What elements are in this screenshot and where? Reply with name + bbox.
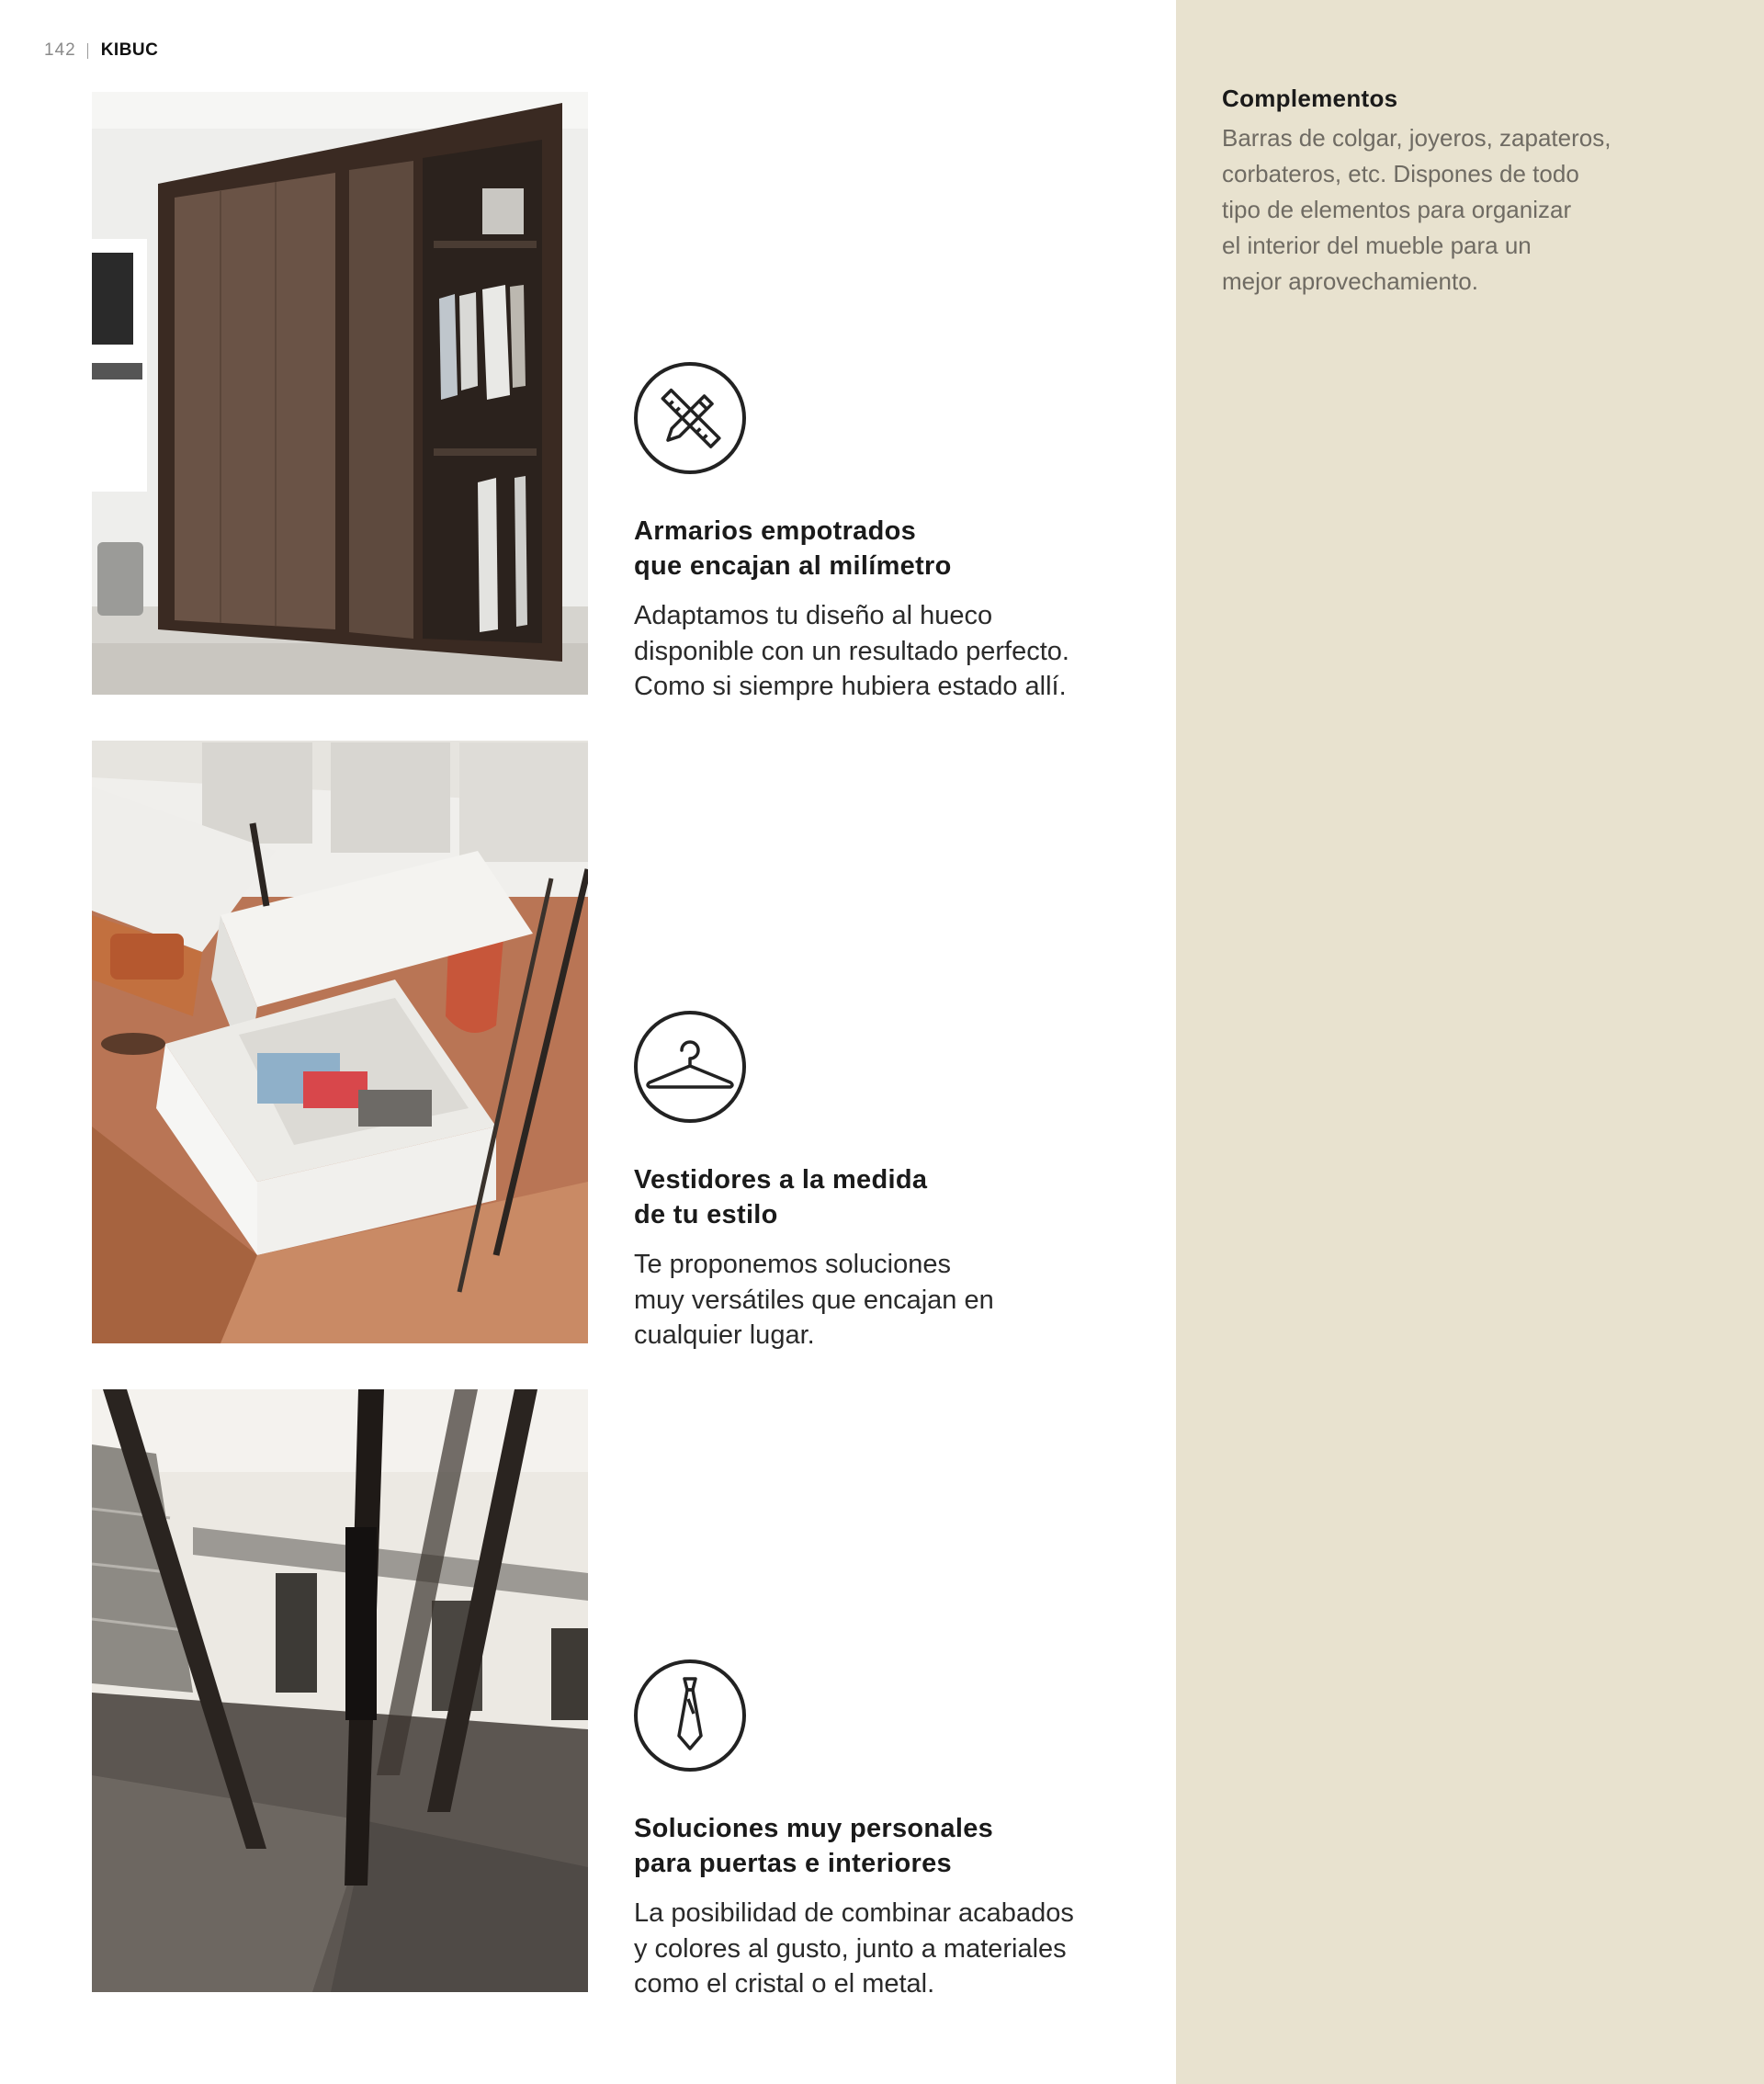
feature-title-line: para puertas e interiores [634,1849,952,1878]
feature-body-line: La posibilidad de combinar acabados [634,1898,1074,1928]
sidebar-line: mejor aprovechamiento. [1222,267,1478,295]
sidebar-line: tipo de elementos para organizar [1222,196,1572,223]
feature-body-line: como el cristal o el metal. [634,1969,935,1999]
page-header [44,40,158,61]
feature-body-line: muy versátiles que encajan en [634,1285,994,1315]
feature-body-line: y colores al gusto, junto a materiales [634,1933,1067,1964]
feature-title-walk-in [634,1162,1148,1232]
sidebar-line: corbateros, etc. Dispones de todo [1222,160,1579,187]
feature-title-line: Armarios empotrados [634,516,917,546]
photo-glass-doors [92,1389,588,1992]
sidebar-title: Complementos [1222,85,1398,112]
sidebar-line: Barras de colgar, joyeros, zapateros, [1222,124,1611,152]
feature-title-line: Soluciones muy personales [634,1814,994,1843]
brand-logo: KIBUC [100,40,159,60]
header-divider [87,43,88,59]
feature-body-line: Como si siempre hubiera estado allí. [634,672,1067,701]
feature-body-walk-in [634,1247,1167,1353]
feature-title-doors [634,1811,1148,1881]
feature-title-line: Vestidores a la medida [634,1165,928,1195]
photo-walk-in-closet [92,741,588,1343]
photo-built-in-wardrobe [92,92,588,695]
feature-title-line: que encajan al milímetro [634,551,952,581]
sidebar-line: el interior del mueble para un [1222,232,1532,259]
feature-body-line: Te proponemos soluciones [634,1250,951,1279]
page-number: 142 [44,40,76,60]
feature-body-doors [634,1896,1167,2002]
feature-title-line: de tu estilo [634,1200,778,1229]
pencil-ruler-icon [633,361,747,475]
feature-body-built-in [634,598,1167,705]
feature-body-line: disponible con un resultado perfecto. [634,636,1069,666]
sidebar-description [1222,120,1663,300]
feature-title-built-in [634,514,1148,583]
tie-icon [633,1659,747,1773]
hanger-icon [633,1010,747,1124]
feature-body-line: Adaptamos tu diseño al hueco [634,601,993,630]
feature-body-line: cualquier lugar. [634,1320,815,1350]
sidebar-panel [1176,0,1764,2084]
